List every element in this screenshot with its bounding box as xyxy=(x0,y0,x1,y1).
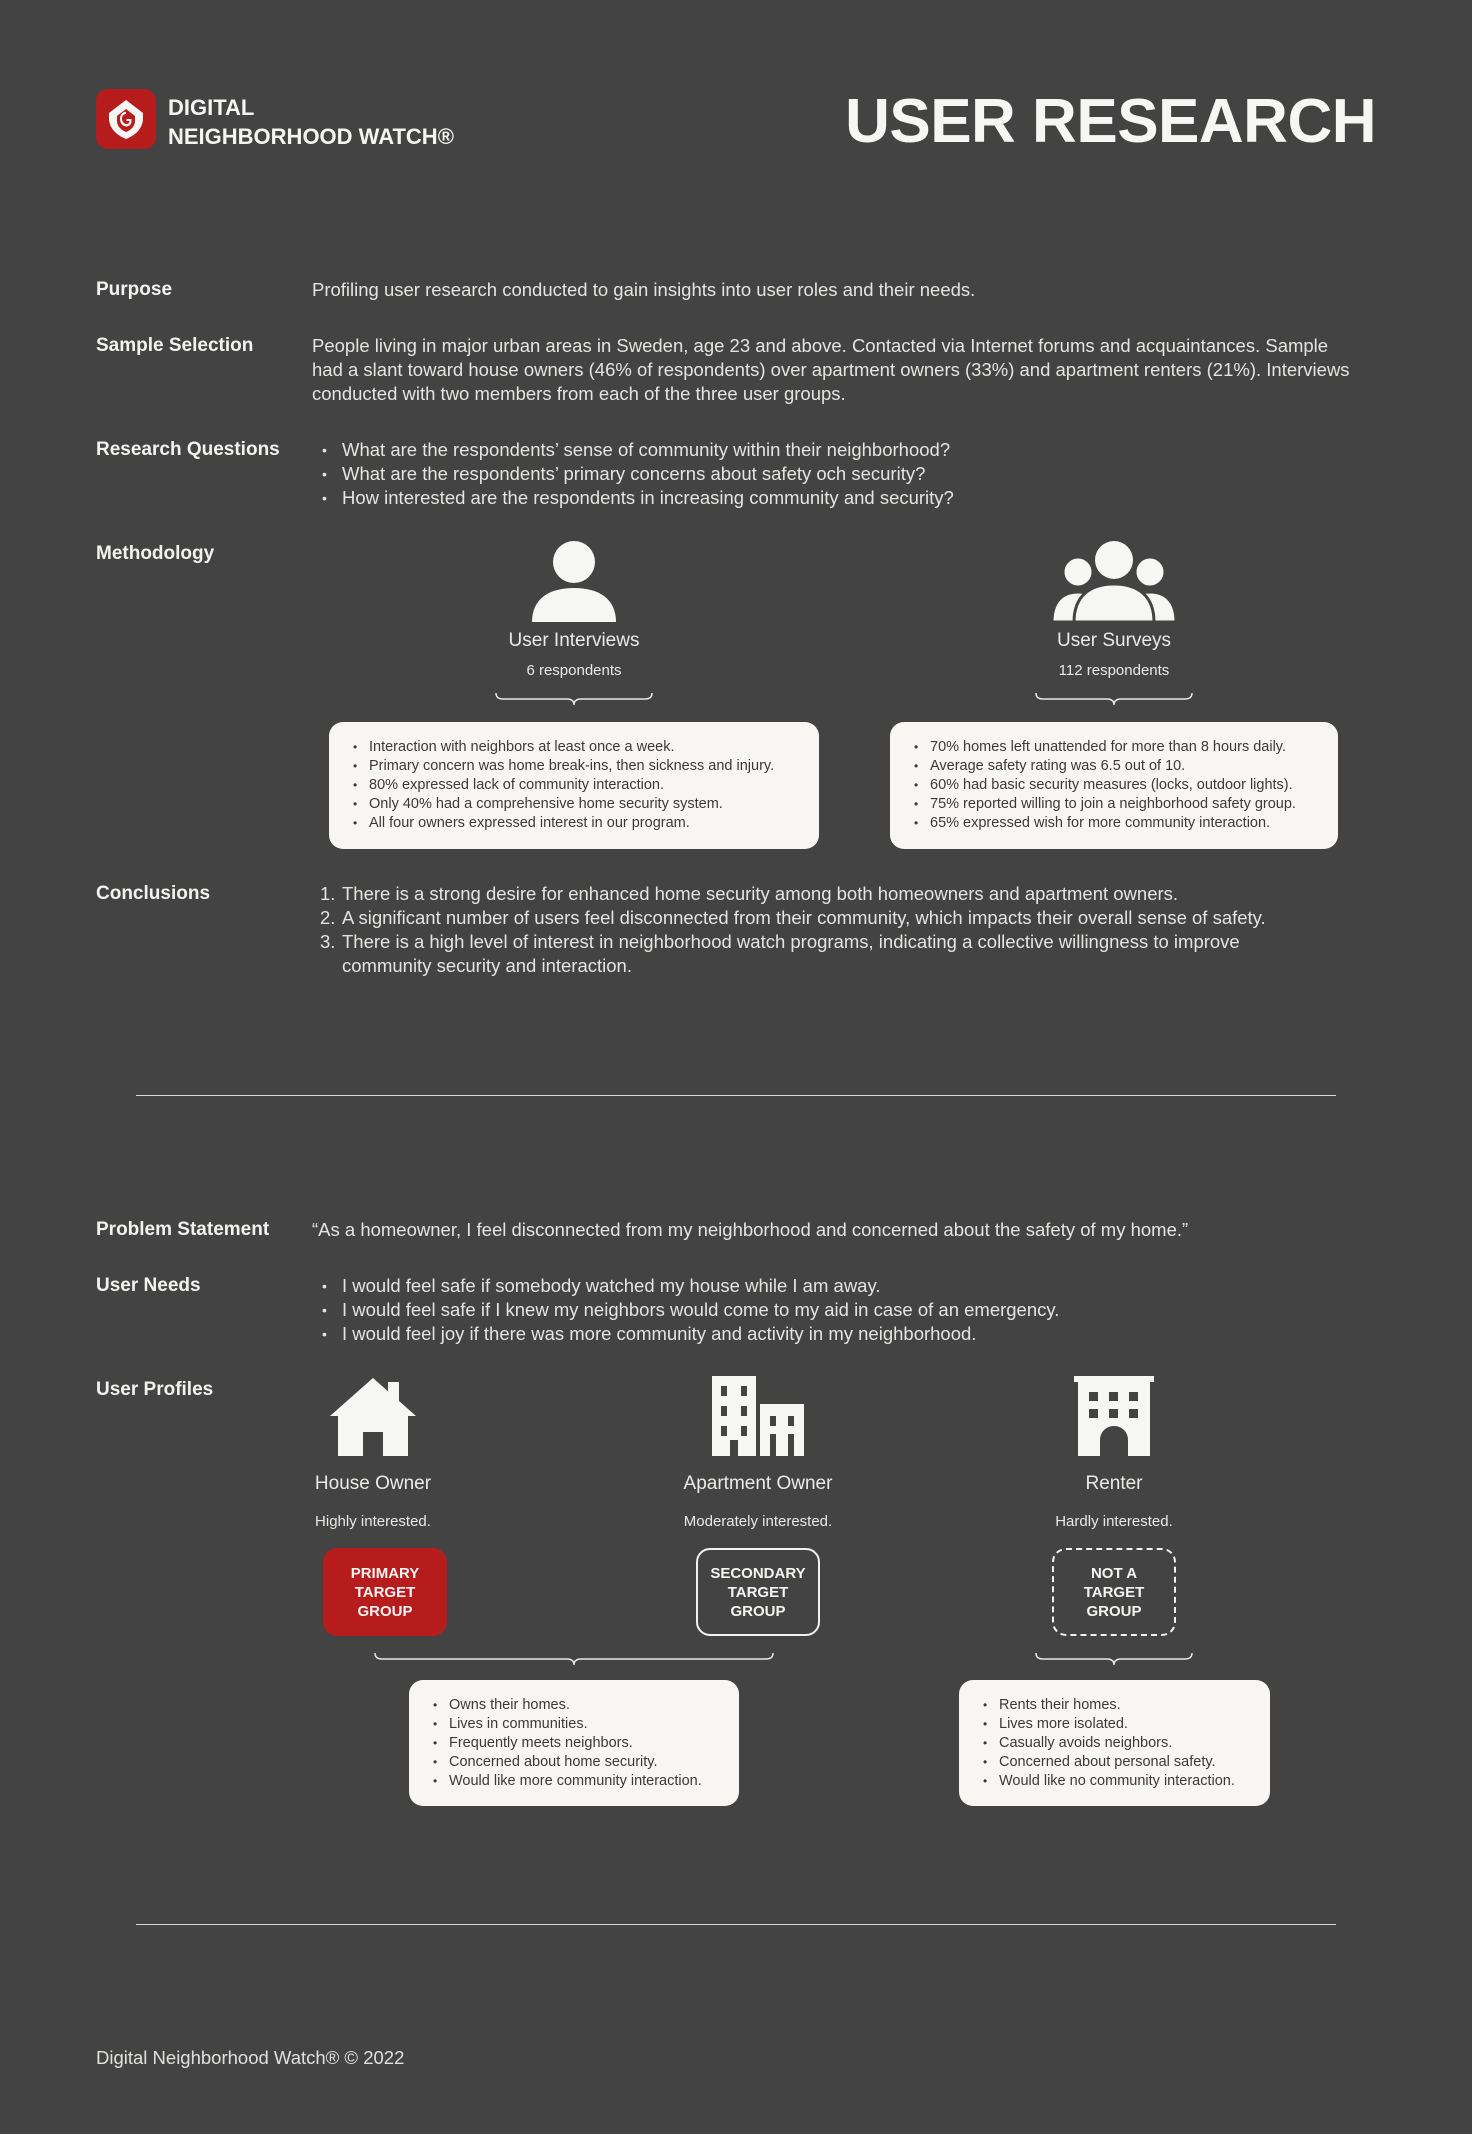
research-questions-label: Research Questions xyxy=(96,439,280,460)
list-item: • Casually avoids neighbors. xyxy=(977,1734,1252,1753)
list-number: 2. xyxy=(320,907,336,928)
brace xyxy=(374,1652,774,1666)
surveys-respondents: 112 respondents xyxy=(1058,662,1170,679)
conclusions-list xyxy=(312,882,1392,978)
purpose-text-line: Profiling user research conducted to gain insights into user roles and their needs. xyxy=(312,279,976,300)
list-item: • I would feel safe if somebody watched my house while I am away. xyxy=(312,1274,1059,1298)
surveys-findings-card xyxy=(890,722,1338,849)
methodology-label: Methodology xyxy=(96,543,215,564)
list-item: • How interested are the respondents in increasing community and security? xyxy=(312,486,954,510)
user-needs-label: User Needs xyxy=(96,1275,201,1296)
user-profiles-label: User Profiles xyxy=(96,1379,214,1400)
renter-traits-list xyxy=(977,1696,1252,1791)
section-divider xyxy=(136,1095,1336,1096)
list-item: • Lives in communities. xyxy=(427,1715,721,1734)
footer-copyright: Digital Neighborhood Watch® © 2022 xyxy=(96,2047,405,2068)
list-item xyxy=(312,930,1392,978)
apartment-buildings-icon xyxy=(712,1376,804,1456)
building-icon xyxy=(1074,1376,1154,1456)
conclusion-text: There is a strong desire for enhanced home security among both homeowners and apartment owners. xyxy=(342,883,1179,904)
house-owner-title: House Owner xyxy=(314,1473,432,1494)
list-item xyxy=(312,906,1392,930)
brace xyxy=(495,692,653,706)
list-item: • 75% reported willing to join a neighborhood safety group. xyxy=(908,795,1320,814)
not-target-badge: NOT A TARGET GROUP xyxy=(1052,1548,1176,1636)
interviews-title: User Interviews xyxy=(508,630,640,651)
brand-line-2: NEIGHBORHOOD WATCH® xyxy=(168,124,454,149)
owners-traits-list xyxy=(427,1696,721,1791)
person-icon xyxy=(530,540,618,622)
conclusions-label: Conclusions xyxy=(96,883,211,904)
list-item: • Would like no community interaction. xyxy=(977,1772,1252,1791)
list-item: • 65% expressed wish for more community interaction. xyxy=(908,814,1320,833)
list-item: • I would feel joy if there was more community and activity in my neighborhood. xyxy=(312,1322,1059,1346)
list-number: 3. xyxy=(320,931,336,952)
conclusion-text: There is a high level of interest in neighborhood watch programs, indicating a collective willingness to improve xyxy=(342,931,1240,952)
brand-line-1: DIGITAL xyxy=(168,95,255,120)
user-needs-list xyxy=(312,1274,1059,1346)
surveys-findings-list xyxy=(908,738,1320,833)
conclusion-text: community security and interaction. xyxy=(342,955,632,976)
list-item: • Average safety rating was 6.5 out of 10. xyxy=(908,757,1320,776)
list-item: • 70% homes left unattended for more than 8 hours daily. xyxy=(908,738,1320,757)
apartment-owner-interest: Moderately interested. xyxy=(683,1513,833,1530)
owners-traits-card xyxy=(409,1680,739,1806)
brace xyxy=(1035,692,1193,706)
brace xyxy=(1035,1652,1193,1666)
surveys-title: User Surveys xyxy=(1056,630,1172,651)
logo xyxy=(96,89,156,149)
list-item: • Owns their homes. xyxy=(427,1696,721,1715)
section-divider xyxy=(136,1924,1336,1925)
sample-selection-label: Sample Selection xyxy=(96,335,254,356)
renter-title: Renter xyxy=(1085,1473,1143,1494)
apartment-owner-title: Apartment Owner xyxy=(683,1473,833,1494)
problem-statement-label: Problem Statement xyxy=(96,1219,270,1240)
brand-name xyxy=(168,93,454,151)
secondary-target-badge: SECONDARY TARGET GROUP xyxy=(696,1548,820,1636)
list-item: • All four owners expressed interest in our program. xyxy=(347,814,801,833)
problem-statement-quote: “As a homeowner, I feel disconnected from my neighborhood and concerned about the safety of my home.” xyxy=(312,1219,1189,1240)
list-item: • 80% expressed lack of community interaction. xyxy=(347,776,801,795)
list-number: 1. xyxy=(320,883,336,904)
list-item: • Concerned about personal safety. xyxy=(977,1753,1252,1772)
interviews-findings-list xyxy=(347,738,801,833)
problem-statement-text xyxy=(312,1218,1188,1242)
list-item: • Lives more isolated. xyxy=(977,1715,1252,1734)
house-shield-icon xyxy=(106,97,146,141)
list-item: • I would feel safe if I knew my neighbors would come to my aid in case of an emergency. xyxy=(312,1298,1059,1322)
house-icon xyxy=(328,1376,418,1456)
group-icon xyxy=(1052,540,1176,622)
research-questions-list xyxy=(312,438,954,510)
purpose-label: Purpose xyxy=(96,279,173,300)
sample-line: People living in major urban areas in Sweden, age 23 and above. Contacted via Internet forums and acquaintances. Sample xyxy=(312,335,1329,356)
list-item: • What are the respondents’ primary concerns about safety och security? xyxy=(312,462,954,486)
list-item: • 60% had basic security measures (locks, outdoor lights). xyxy=(908,776,1320,795)
list-item: • Rents their homes. xyxy=(977,1696,1252,1715)
interviews-respondents: 6 respondents xyxy=(526,662,622,679)
house-owner-interest: Highly interested. xyxy=(315,1513,431,1530)
list-item xyxy=(312,882,1392,906)
page-title: USER RESEARCH xyxy=(845,87,1376,156)
list-item: • Primary concern was home break-ins, then sickness and injury. xyxy=(347,757,801,776)
interviews-findings-card xyxy=(329,722,819,849)
list-item: • What are the respondents’ sense of community within their neighborhood? xyxy=(312,438,954,462)
conclusion-text: A significant number of users feel disconnected from their community, which impacts their overall sense of safety. xyxy=(342,907,1266,928)
list-item: • Frequently meets neighbors. xyxy=(427,1734,721,1753)
sample-selection-text xyxy=(312,334,1432,406)
renter-traits-card xyxy=(959,1680,1270,1806)
purpose-text xyxy=(312,278,975,302)
sample-line: had a slant toward house owners (46% of respondents) over apartment owners (33%) and apartment renters (21%). Interviews xyxy=(312,359,1350,380)
primary-target-badge: PRIMARY TARGET GROUP xyxy=(323,1548,447,1636)
list-item: • Interaction with neighbors at least once a week. xyxy=(347,738,801,757)
list-item: • Would like more community interaction. xyxy=(427,1772,721,1791)
list-item: • Only 40% had a comprehensive home security system. xyxy=(347,795,801,814)
renter-interest: Hardly interested. xyxy=(1055,1513,1173,1530)
sample-line: conducted with two members from each of the three user groups. xyxy=(312,383,846,404)
list-item: • Concerned about home security. xyxy=(427,1753,721,1772)
